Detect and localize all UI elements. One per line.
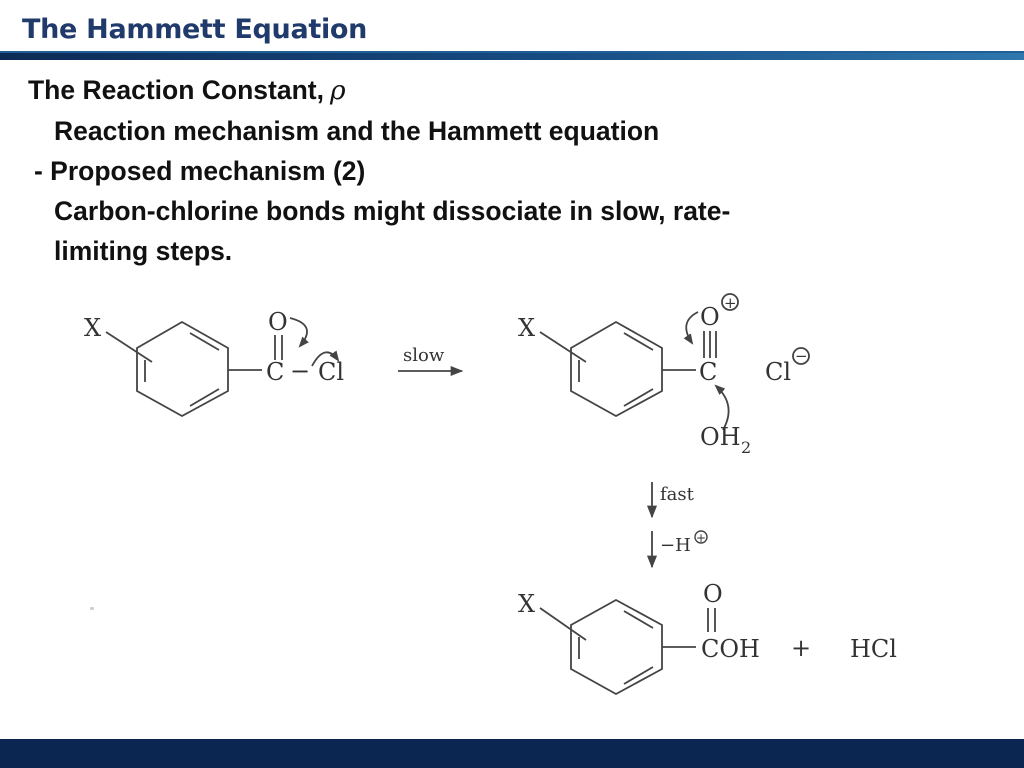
reactant-x-label: X: [84, 314, 102, 342]
intermediate-carbon: C: [699, 358, 718, 386]
heading-line: [28, 70, 988, 111]
intermediate-oxygen: O: [700, 303, 720, 331]
reactant-chlorine: Cl: [318, 358, 345, 386]
reactant-benzene-ring: [137, 322, 228, 416]
proton-plus: +: [696, 531, 707, 545]
body-line-5: limiting steps.: [54, 236, 233, 266]
rho-symbol: ρ: [329, 75, 346, 106]
reaction-scheme: [0, 270, 1024, 710]
slide-body: [28, 70, 988, 271]
hcl-label: HCl: [850, 635, 897, 663]
slide-title: The Hammett Equation: [22, 14, 368, 45]
water-subscript: 2: [741, 438, 752, 457]
fast-label: fast: [660, 484, 694, 505]
footer-bar: [0, 739, 1024, 768]
oxygen-plus: +: [724, 294, 737, 312]
body-line-4: Carbon-chlorine bonds might dissociate in slow, rate-: [54, 196, 731, 226]
intermediate-x-label: X: [518, 314, 536, 342]
chloride-minus: −: [795, 347, 808, 365]
image-speck: [90, 607, 94, 610]
chloride-ion: Cl: [765, 358, 792, 386]
body-line-2: Reaction mechanism and the Hammett equation: [54, 116, 660, 146]
product-benzene-ring: [571, 600, 662, 694]
reactant-dash: −: [290, 357, 311, 385]
reactant-carbon: C: [266, 358, 285, 386]
title-divider: [0, 53, 1024, 60]
deprotonation-label: −H: [660, 535, 691, 556]
product-molecule: [540, 600, 715, 694]
carboxylic-group: COH: [701, 635, 760, 663]
body-line-3: - Proposed mechanism (2): [34, 156, 366, 186]
water-label: OH: [700, 423, 741, 451]
intermediate-benzene-ring: [571, 322, 662, 416]
heading-text: The Reaction Constant,: [28, 75, 324, 105]
reactant-oxygen: O: [268, 308, 288, 336]
product-x-label: X: [518, 590, 536, 618]
plus-sign: +: [791, 634, 812, 662]
product-oxygen: O: [703, 580, 723, 608]
slow-label: slow: [403, 345, 445, 366]
